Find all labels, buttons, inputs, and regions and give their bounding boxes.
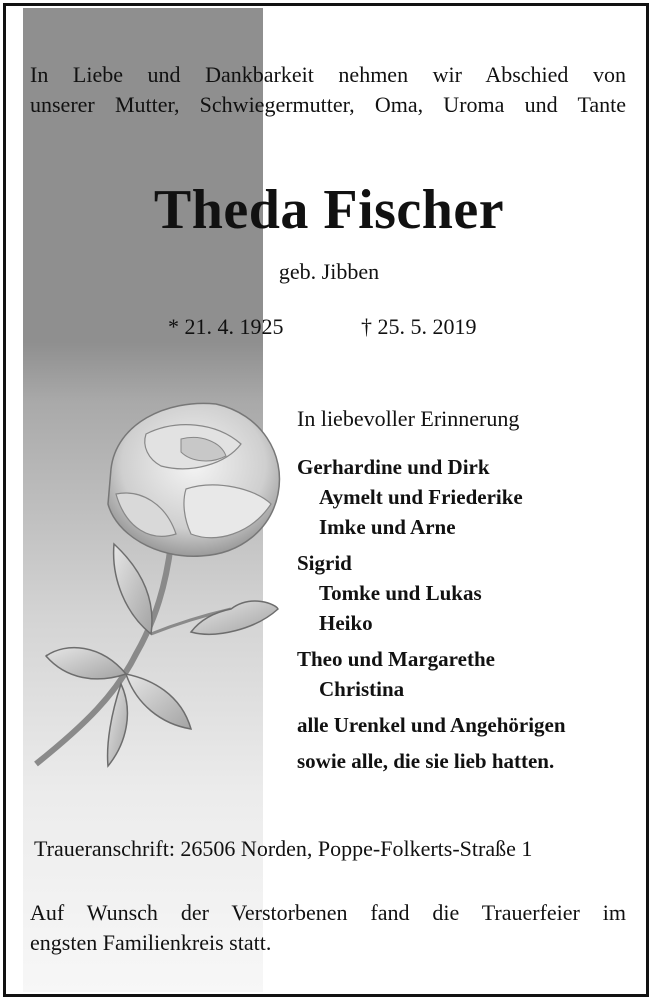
mourner-line: Imke und Arne	[319, 515, 456, 539]
mourning-address: Traueranschrift: 26506 Norden, Poppe-Folkerts-Straße 1	[34, 836, 533, 861]
birth-date: * 21. 4. 1925	[168, 314, 284, 339]
intro-text	[30, 60, 626, 120]
intro-line-1: In Liebe und Dankbarkeit nehmen wir Abschied von	[30, 62, 626, 87]
mourner-line: Heiko	[319, 611, 373, 635]
mourner-line: Theo und Margarethe	[297, 647, 495, 671]
rose-illustration	[16, 394, 286, 774]
mourner-line: Aymelt und Friederike	[319, 485, 523, 509]
mourner-line: Sigrid	[297, 551, 352, 575]
footer-note	[30, 898, 626, 958]
memory-line: In liebevoller Erinnerung	[297, 406, 520, 431]
mourner-line: alle Urenkel und Angehörigen	[297, 713, 566, 737]
intro-line-2: unserer Mutter, Schwiegermutter, Oma, Uroma und Tante	[30, 92, 626, 117]
birth-name: geb. Jibben	[278, 259, 380, 284]
mourner-line: Gerhardine und Dirk	[297, 455, 490, 479]
obituary-frame	[3, 3, 649, 997]
mourner-line: sowie alle, die sie lieb hatten.	[297, 749, 555, 773]
mourner-line: Tomke und Lukas	[319, 581, 482, 605]
mourner-line: Christina	[319, 677, 405, 701]
footer-line-1: Auf Wunsch der Verstorbenen fand die Trauerfeier im	[30, 900, 626, 925]
footer-line-2: engsten Familienkreis statt.	[30, 930, 272, 955]
death-date: † 25. 5. 2019	[361, 314, 477, 339]
deceased-name: Theda Fischer	[153, 179, 505, 241]
mourners-list	[297, 452, 637, 776]
